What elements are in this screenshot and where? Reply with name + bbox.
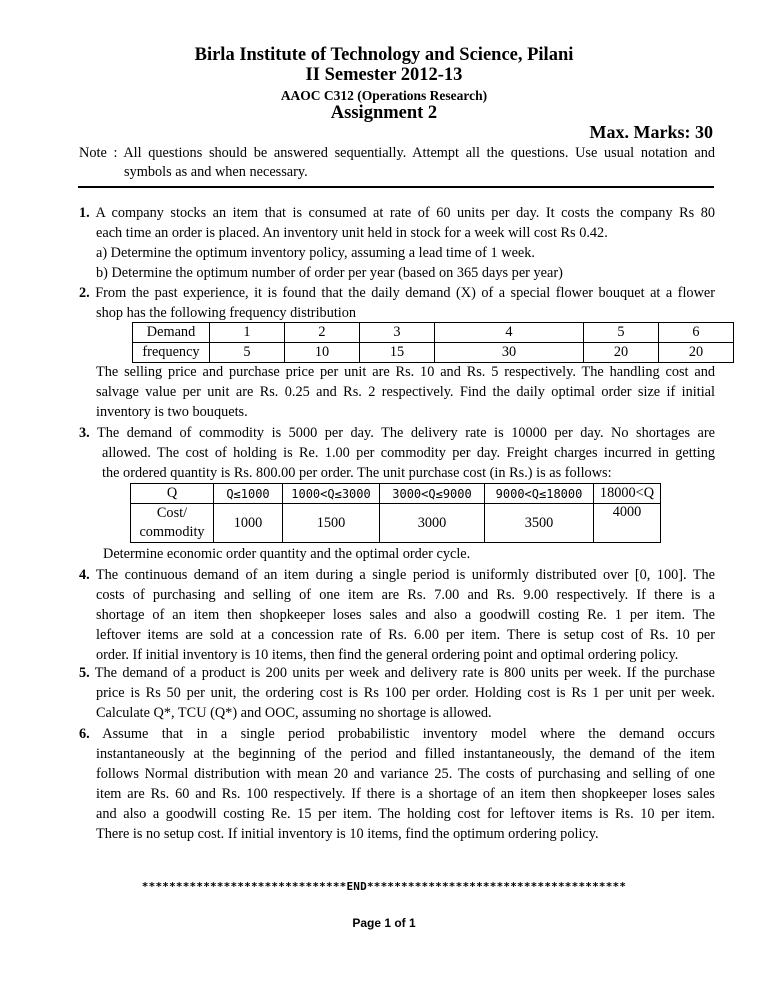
question-text: price is Rs 50 per unit, the ordering cost is Rs 100 per order. Holding cost is Rs 1 per unit per week. [96,685,715,701]
table-cell: 20 [584,343,659,363]
table-cell: frequency [133,343,210,363]
question-text: Calculate Q*, TCU (Q*) and OOC, assuming no shortage is allowed. [96,705,492,721]
question-part-b: b) Determine the optimum number of order per year (based on 365 days per year) [96,265,563,281]
question-part-a: a) Determine the optimum inventory policy, assuming a lead time of 1 week. [96,245,535,261]
question-text: salvage value per unit are Rs. 0.25 and Rs. 2 respectively. Find the daily optimal order size if initial [96,384,715,400]
table-cell: 15 [360,343,435,363]
max-marks: Max. Marks: 30 [589,122,713,142]
question-number: 5. [79,665,90,681]
demand-frequency-table [132,322,734,363]
page-number: Page 1 of 1 [352,916,416,930]
table-cell: 5 [210,343,285,363]
institute-title: Birla Institute of Technology and Science, Pilani [194,45,574,65]
question-text: order. If initial inventory is 10 items, then find the general ordering point and optimal ordering policy. [96,647,679,663]
table-cell: 4 [435,323,584,343]
question-text: the ordered quantity is Rs. 800.00 per order. The unit purchase cost (in Rs.) is as follows: [102,465,612,481]
question-text: The selling price and purchase price per unit are Rs. 10 and Rs. 5 respectively. The handling cost and [96,364,715,380]
header-divider [78,186,714,188]
table-cell: Q≤1000 [214,484,283,504]
table-cell: 1500 [283,504,380,543]
question-text: leftover items are sold at a concession rate of Rs. 6.00 per item. There is setup cost of Rs. 10 per [96,627,715,643]
cost-label-line-2: commodity [139,524,205,540]
question-number: 4. [79,567,90,583]
course-title: AAOC C312 (Operations Research) [280,88,488,103]
question-6 [79,724,715,844]
question-text: allowed. The cost of holding is Re. 1.00 per commodity per day. Freight charges incurred in getting [102,445,715,461]
table-cell: 3000<Q≤9000 [380,484,485,504]
semester-title: II Semester 2012-13 [305,65,463,85]
table-row [133,323,734,343]
table-cell: 2 [285,323,360,343]
question-text: Determine economic order quantity and the optimal order cycle. [103,546,471,562]
table-cell: 3 [360,323,435,343]
question-2-continued [79,362,715,422]
question-number: 2. [79,285,90,301]
question-text: The demand of a product is 200 units per week and delivery rate is 800 units per week. If the purchase [89,665,715,681]
unit-cost-table [130,483,661,543]
question-text: Assume that in a single period probabilistic inventory model where the demand occurs [89,726,715,742]
table-row [133,343,734,363]
table-cell: 1 [210,323,285,343]
question-text: The demand of commodity is 5000 per day. The delivery rate is 10000 per day. No shortages are [89,425,715,441]
note [79,144,715,182]
table-cell: 18000<Q [594,484,661,504]
question-text: From the past experience, it is found that the daily demand (X) of a special flower bouquet at a flower [89,285,715,301]
table-cell: 1000<Q≤3000 [283,484,380,504]
question-5 [79,663,715,723]
table-cell: 1000 [214,504,283,543]
table-cell: 30 [435,343,584,363]
note-line-1: Note : All questions should be answered sequentially. Attempt all the questions. Use usual notation and [79,145,715,161]
question-text: shop has the following frequency distribution [96,305,357,321]
question-2 [79,283,715,323]
question-text: follows Normal distribution with mean 20 and variance 25. The costs of purchasing and selling of one [96,766,715,782]
end-marker: ******************************END************************************** [141,880,627,893]
table-cell: 6 [659,323,734,343]
question-text: costs of purchasing and selling of one item are Rs. 7.00 and Rs. 9.00 respectively. If there is a [96,587,715,603]
assignment-title: Assignment 2 [330,103,438,123]
question-text: A company stocks an item that is consumed at rate of 60 units per day. It costs the company Rs 80 [89,205,715,221]
question-4 [79,565,715,665]
table-cell: 20 [659,343,734,363]
question-text: shortage of an item then shopkeeper loses sales and also a goodwill costing Re. 1 per item. The [96,607,715,623]
question-number: 1. [79,205,90,221]
table-cell: 3000 [380,504,485,543]
table-cell: 3500 [485,504,594,543]
table-cell: Q [131,484,214,504]
question-number: 6. [79,726,90,742]
question-text: item are Rs. 60 and Rs. 100 respectively. If there is a shortage of an item then shopkeeper loses sales [96,786,715,802]
table-cell: 9000<Q≤18000 [485,484,594,504]
note-line-2: symbols as and when necessary. [124,164,308,180]
table-cell: 10 [285,343,360,363]
question-text: inventory is two bouquets. [96,404,248,420]
question-text: The continuous demand of an item during a single period is uniformly distributed over [0, 100]. The [89,567,715,583]
table-cell: Demand [133,323,210,343]
table-cell: 4000 [594,504,661,543]
cost-label-line-1: Cost/ [156,505,188,521]
question-text: instantaneously at the beginning of the period and filled instantaneously, the demand of the item [96,746,715,762]
question-text: There is no setup cost. If initial inventory is 10 items, find the optimum ordering policy. [96,826,599,842]
table-row [131,504,661,543]
table-row [131,484,661,504]
table-cell [131,504,214,543]
table-cell: 5 [584,323,659,343]
question-text: each time an order is placed. An inventory unit held in stock for a week will cost Rs 0.42. [96,225,608,241]
question-3 [79,423,715,483]
question-3-continued [79,544,715,564]
question-text: and also a goodwill costing Re. 15 per item. The holding cost for leftover items is Rs. 10 per item. [96,806,715,822]
question-1 [79,203,715,283]
question-number: 3. [79,425,90,441]
